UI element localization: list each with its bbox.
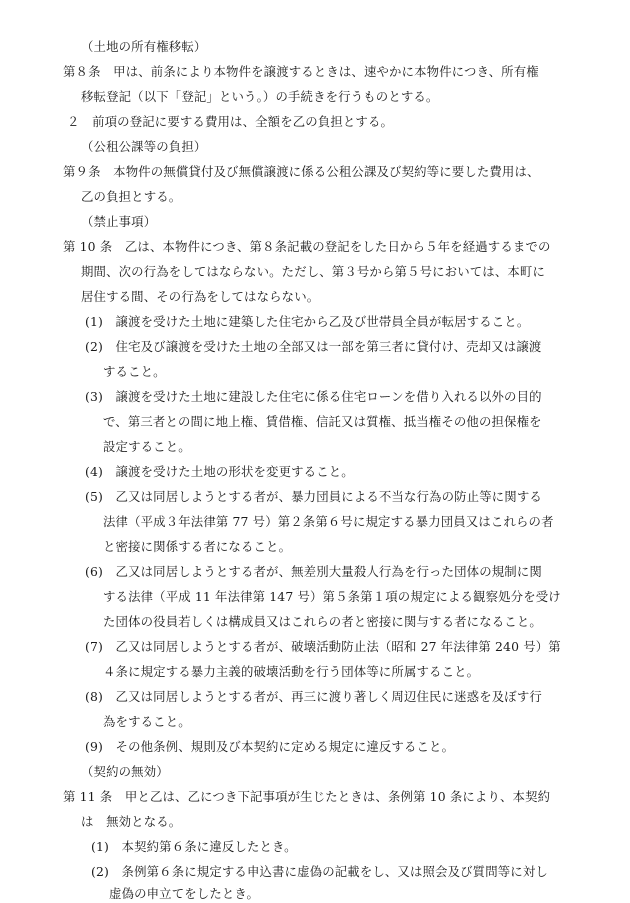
item-1: (1) 譲渡を受けた土地に建築した住宅から乙及び世帯員全員が転居すること。	[85, 314, 530, 329]
item-5-line-1: (5) 乙又は同居しようとする者が、暴力団員による不当な行為の防止等に関する	[85, 489, 542, 504]
article-9-line-1: 第９条 本物件の無償貸付及び無償譲渡に係る公租公課及び契約等に要した費用は、	[63, 164, 540, 179]
article-8-line-2: 移転登記（以下「登記」という。）の手続きを行うものとする。	[81, 89, 439, 104]
item-5-line-3: と密接に関係する者になること。	[103, 539, 292, 554]
article-8-paragraph-2: ２ 前項の登記に要する費用は、全額を乙の負担とする。	[67, 114, 394, 129]
article-10-line-3: 居住する間、その行為をしてはならない。	[81, 289, 320, 304]
article-11-item-1: (1) 本契約第６条に違反したとき。	[91, 839, 297, 854]
heading-contract-invalidity: （契約の無効）	[81, 764, 169, 779]
item-4: (4) 譲渡を受けた土地の形状を変更すること。	[85, 464, 354, 479]
article-11-line-2: は 無効となる。	[81, 814, 182, 829]
item-2-line-2: すること。	[103, 364, 166, 379]
item-9: (9) その他条例、規則及び本契約に定める規定に違反すること。	[85, 739, 455, 754]
item-2-line-1: (2) 住宅及び譲渡を受けた土地の全部又は一部を第三者に貸付け、売却又は譲渡	[85, 339, 542, 354]
heading-prohibited-acts: （禁止事項）	[81, 214, 157, 229]
item-3-line-3: 設定すること。	[103, 439, 191, 454]
item-6-line-3: た団体の役員若しくは構成員又はこれらの者と密接に関与する者になること。	[103, 614, 542, 629]
item-5-line-2: 法律（平成３年法律第 77 号）第２条第６号に規定する暴力団員又はこれらの者	[103, 514, 554, 529]
article-10-line-2: 期間、次の行為をしてはならない。ただし、第３号から第５号においては、本町に	[81, 264, 546, 279]
article-8-line-1: 第８条 甲は、前条により本物件を譲渡するときは、速やかに本物件につき、所有権	[63, 64, 539, 79]
article-11-item-2-line-2: 虚偽の申立てをしたとき。	[109, 886, 259, 901]
article-9-line-2: 乙の負担とする。	[81, 189, 182, 204]
heading-land-ownership-transfer: （土地の所有権移転）	[81, 39, 207, 54]
item-3-line-1: (3) 譲渡を受けた土地に建設した住宅に係る住宅ローンを借り入れる以外の目的	[85, 389, 542, 404]
article-11-line-1: 第 11 条 甲と乙は、乙につき下記事項が生じたときは、条例第 10 条により、本契約	[63, 789, 551, 804]
item-6-line-2: する法律（平成 11 年法律第 147 号）第５条第１項の規定による観察処分を受け	[103, 589, 561, 604]
article-11-item-2-line-1: (2) 条例第６条に規定する申込書に虚偽の記載をし、又は照会及び質問等に対し	[91, 864, 548, 879]
heading-public-charges: （公租公課等の負担）	[81, 139, 207, 154]
item-6-line-1: (6) 乙又は同居しようとする者が、無差別大量殺人行為を行った団体の規制に関	[85, 564, 542, 579]
item-7-line-1: (7) 乙又は同居しようとする者が、破壊活動防止法（昭和 27 年法律第 240 号）第	[85, 639, 561, 654]
item-8-line-1: (8) 乙又は同居しようとする者が、再三に渡り著しく周辺住民に迷惑を及ぼす行	[85, 689, 542, 704]
item-7-line-2: ４条に規定する暴力主義的破壊活動を行う団体等に所属すること。	[103, 664, 480, 679]
item-3-line-2: で、第三者との間に地上権、賃借権、信託又は質権、抵当権その他の担保権を	[103, 414, 542, 429]
item-8-line-2: 為をすること。	[103, 714, 191, 729]
article-10-line-1: 第 10 条 乙は、本物件につき、第８条記載の登記をした日から５年を経過するまでの	[63, 239, 551, 254]
